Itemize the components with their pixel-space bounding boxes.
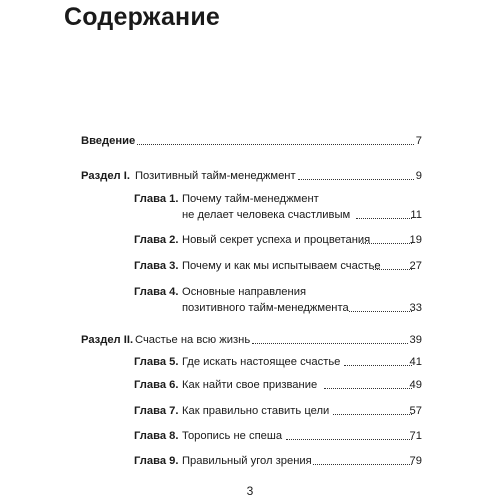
chapter-label: Глава 9. [134, 455, 179, 467]
chapter-label: Глава 4. [134, 286, 179, 298]
toc-entry-introduction[interactable] [81, 132, 422, 148]
chapter-title: Где искать настоящее счастье [182, 356, 341, 368]
entry-page-number: 71 [409, 430, 422, 442]
dot-leader [333, 414, 412, 415]
chapter-label: Глава 2. [134, 234, 179, 246]
toc-entry-chapter-4[interactable] [81, 286, 422, 315]
chapter-title-line-2: позитивного тайм-менеджмента [182, 302, 349, 314]
chapter-label: Глава 7. [134, 405, 179, 417]
section-label: Раздел I. [81, 170, 130, 182]
dot-leader [361, 243, 412, 244]
dot-leader [298, 179, 414, 180]
toc-entry-chapter-7[interactable] [81, 402, 422, 418]
entry-page-number: 39 [409, 334, 422, 346]
entry-page-number: 79 [409, 455, 422, 467]
dot-leader [137, 144, 414, 145]
introduction-label: Введение [81, 135, 136, 147]
section-label: Раздел II. [81, 334, 134, 346]
entry-page-number: 9 [415, 170, 422, 182]
dot-leader [373, 269, 412, 270]
chapter-label: Глава 8. [134, 430, 179, 442]
page-title: Содержание [64, 3, 221, 31]
toc-entry-section-2[interactable] [81, 331, 422, 347]
entry-page-number: 41 [409, 356, 422, 368]
toc-entry-chapter-6[interactable] [81, 376, 422, 392]
chapter-title-line-1: Основные направления [182, 286, 307, 298]
entry-page-number: 7 [415, 135, 422, 147]
entry-page-number: 49 [409, 379, 422, 391]
dot-leader [324, 388, 412, 389]
toc-entry-chapter-9[interactable] [81, 452, 422, 468]
dot-leader [349, 311, 412, 312]
page-number: 3 [246, 484, 254, 498]
toc-entry-chapter-1[interactable] [81, 193, 422, 222]
chapter-label: Глава 3. [134, 260, 179, 272]
chapter-label: Глава 1. [134, 193, 179, 205]
dot-leader [313, 464, 412, 465]
entry-page-number: 11 [410, 209, 422, 221]
section-title: Счастье на всю жизнь [135, 334, 251, 346]
toc-entry-chapter-8[interactable] [81, 427, 422, 443]
chapter-title: Торопись не спеша [182, 430, 283, 442]
chapter-label: Глава 6. [134, 379, 179, 391]
entry-page-number: 33 [409, 302, 422, 314]
section-title: Позитивный тайм-менеджмент [135, 170, 296, 182]
dot-leader [286, 439, 412, 440]
chapter-title: Как найти свое призвание [182, 379, 318, 391]
chapter-title-line-2: не делает человека счастливым [182, 209, 351, 221]
chapter-title-line-1: Почему тайм-менеджмент [182, 193, 319, 205]
dot-leader [356, 218, 412, 219]
chapter-title: Почему и как мы испытываем счастье [182, 260, 381, 272]
chapter-title: Правильный угол зрения [182, 455, 312, 467]
toc-entry-section-1[interactable] [81, 167, 422, 183]
toc-entry-chapter-2[interactable] [81, 231, 422, 247]
entry-page-number: 57 [409, 405, 422, 417]
chapter-title: Новый секрет успеха и процветания [182, 234, 371, 246]
toc-entry-chapter-5[interactable] [81, 353, 422, 369]
toc-entry-chapter-3[interactable] [81, 257, 422, 273]
dot-leader [344, 365, 412, 366]
entry-page-number: 19 [409, 234, 422, 246]
entry-page-number: 27 [409, 260, 422, 272]
dot-leader [252, 343, 407, 344]
chapter-title: Как правильно ставить цели [182, 405, 330, 417]
chapter-label: Глава 5. [134, 356, 179, 368]
